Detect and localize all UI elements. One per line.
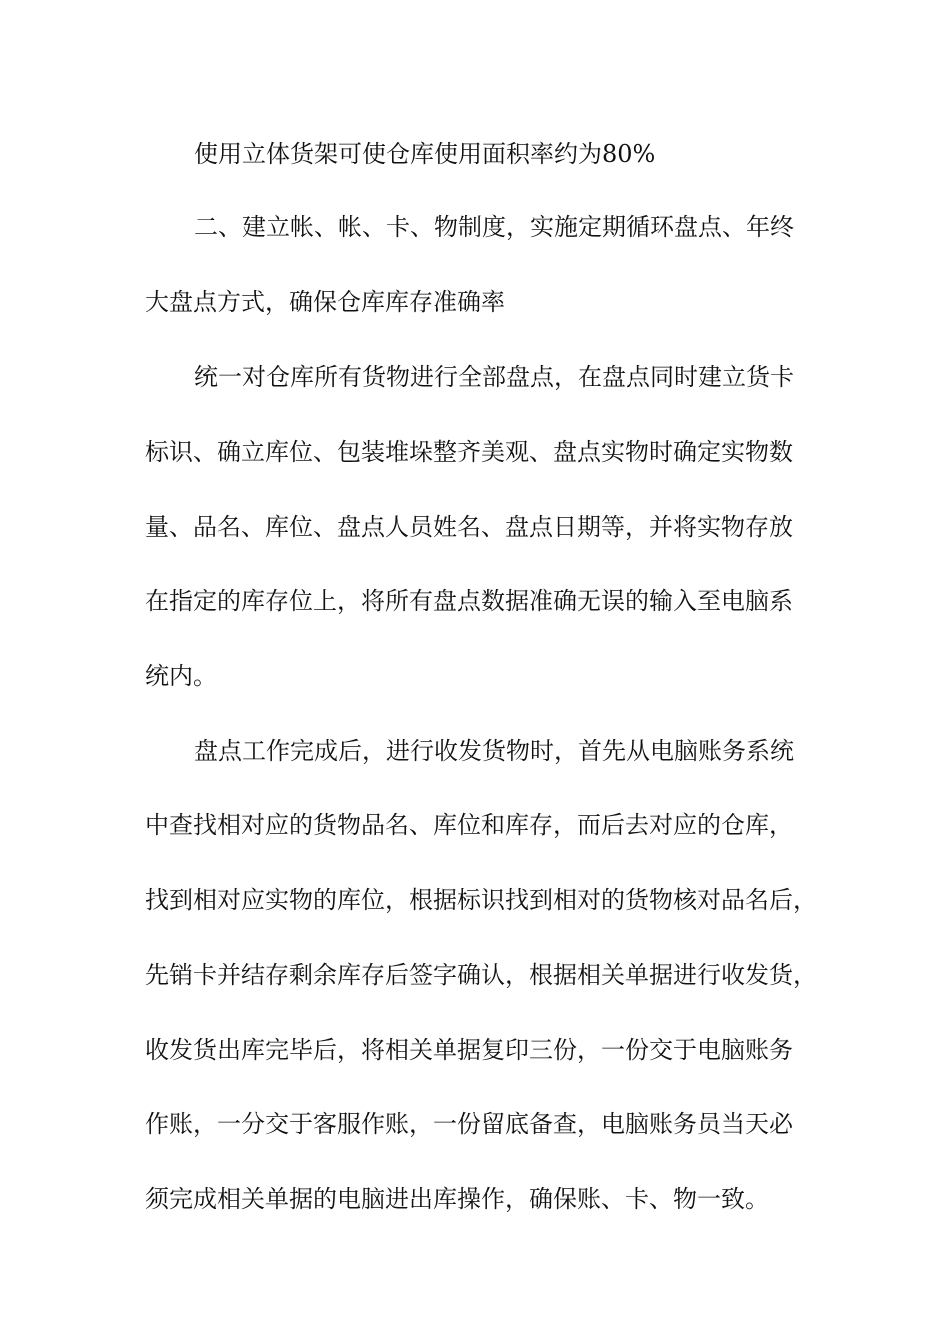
- paragraph-line: 先销卡并结存剩余库存后签字确认，根据相关单据进行收发货，: [145, 961, 817, 989]
- paragraph-line: 量、品名、库位、盘点人员姓名、盘点日期等，并将实物存放: [145, 513, 793, 541]
- paragraph-line: 盘点工作完成后，进行收发货物时，首先从电脑账务系统: [194, 737, 794, 765]
- paragraph-line: 中查找相对应的货物品名、库位和库存，而后去对应的仓库，: [145, 811, 793, 839]
- paragraph-line: 作账，一分交于客服作账，一份留底备查，电脑账务员当天必: [145, 1110, 793, 1138]
- paragraph-line: 使用立体货架可使仓库使用面积率约为80%: [194, 140, 656, 168]
- paragraph-line: 统一对仓库所有货物进行全部盘点，在盘点同时建立货卡: [194, 363, 794, 391]
- paragraph-line: 收发货出库完毕后，将相关单据复印三份，一份交于电脑账务: [145, 1036, 793, 1064]
- section-heading-line: 大盘点方式，确保仓库库存准确率: [145, 288, 505, 316]
- paragraph-line: 统内。: [145, 662, 217, 690]
- paragraph-line: 须完成相关单据的电脑进出库操作，确保账、卡、物一致。: [145, 1185, 769, 1213]
- section-heading-line: 二、建立帐、帐、卡、物制度，实施定期循环盘点、年终: [194, 213, 794, 241]
- paragraph-line: 标识、确立库位、包装堆垛整齐美观、盘点实物时确定实物数: [145, 438, 793, 466]
- paragraph-line: 在指定的库存位上，将所有盘点数据准确无误的输入至电脑系: [145, 587, 793, 615]
- paragraph-line: 找到相对应实物的库位，根据标识找到相对的货物核对品名后，: [145, 886, 817, 914]
